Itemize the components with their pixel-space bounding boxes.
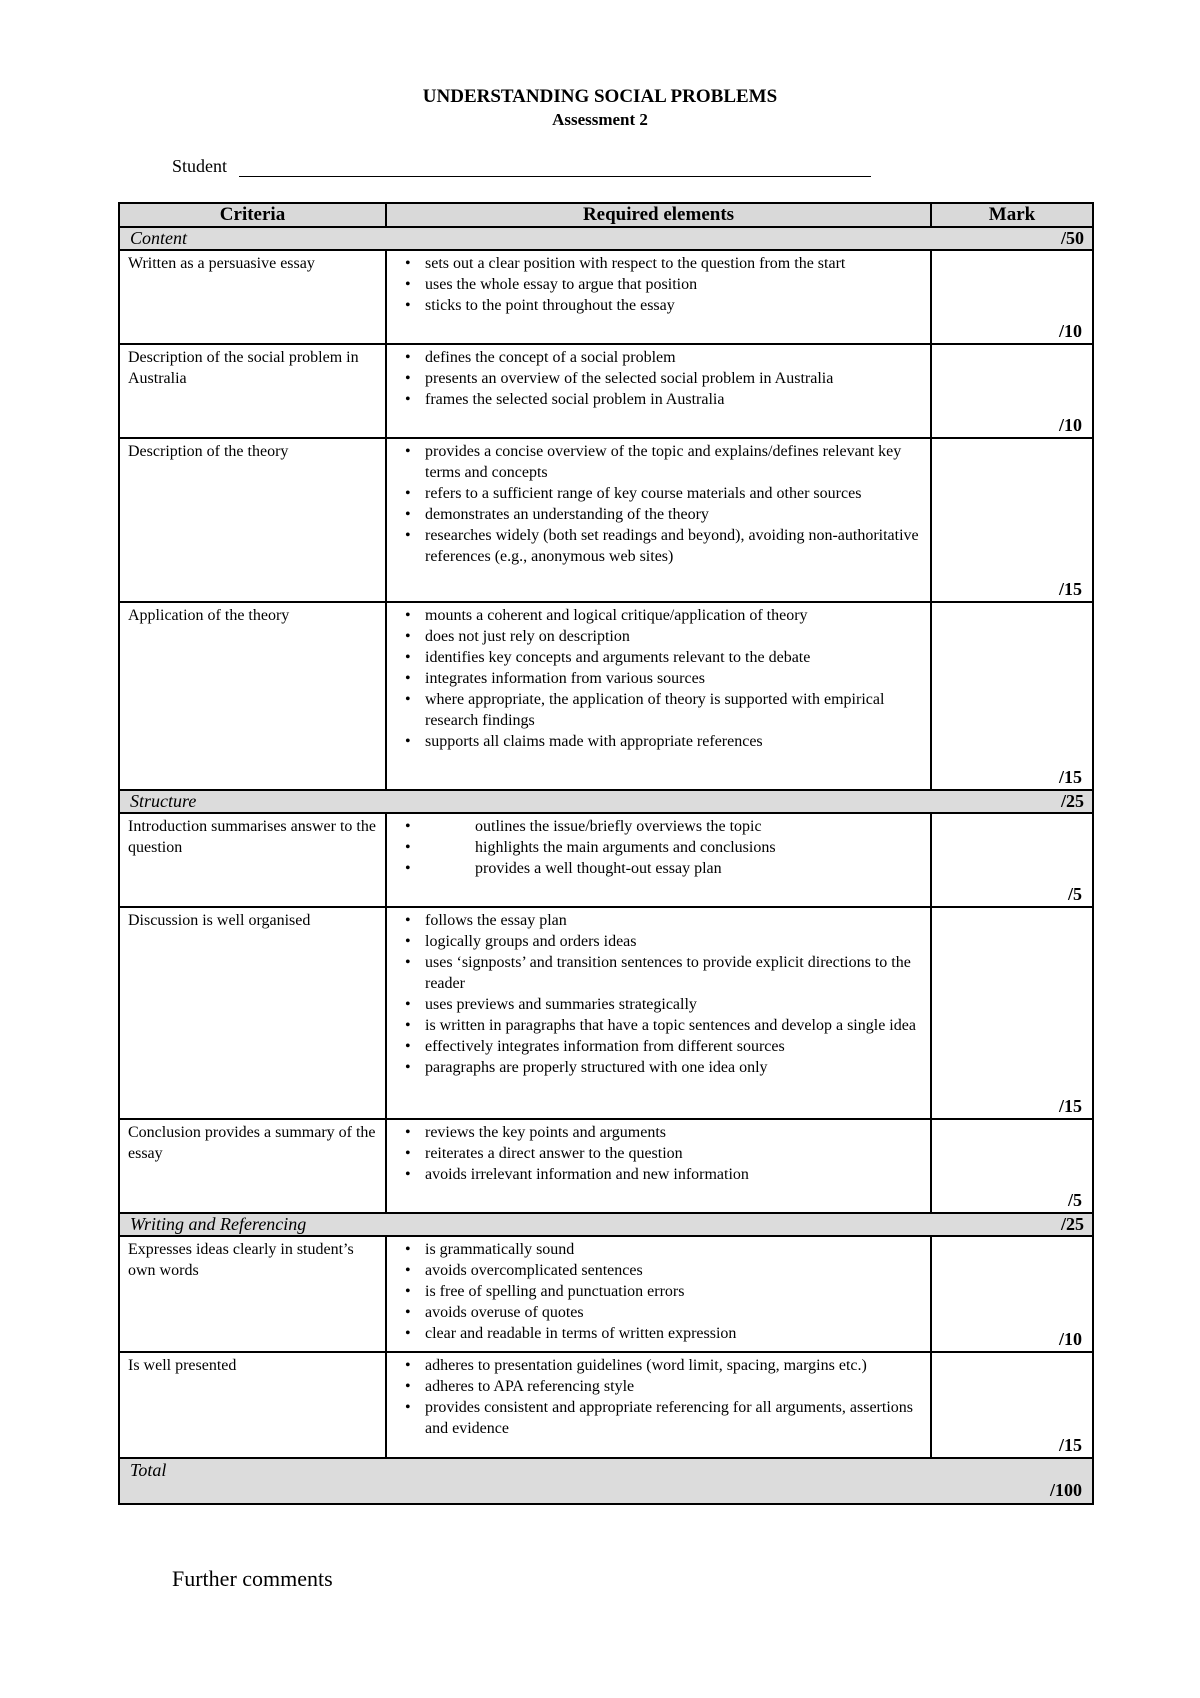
rubric-body <box>119 227 1093 1458</box>
mark-value: /15 <box>1058 579 1082 599</box>
criteria-cell: Is well presented <box>119 1352 386 1458</box>
list-item: • adheres to APA referencing style <box>395 1376 924 1397</box>
criteria-cell: Introduction summarises answer to the question <box>119 813 386 907</box>
required-elements-cell <box>386 1352 931 1458</box>
list-item: • demonstrates an understanding of the theory <box>395 504 924 525</box>
list-item: • refers to a sufficient range of key course materials and other sources <box>395 483 924 504</box>
mark-value: /10 <box>1058 1329 1082 1349</box>
list-item: • effectively integrates information from different sources <box>395 1036 924 1057</box>
list-item: • paragraphs are properly structured with one idea only <box>395 1057 924 1078</box>
section-header <box>119 227 1093 250</box>
required-elements-list <box>395 816 924 879</box>
total-label: Total <box>130 1460 167 1480</box>
list-item: • logically groups and orders ideas <box>395 931 924 952</box>
student-label: Student <box>172 156 228 176</box>
list-item: • integrates information from various sources <box>395 668 924 689</box>
section-name: Structure <box>130 791 197 811</box>
required-elements-cell <box>386 813 931 907</box>
list-item: • reviews the key points and arguments <box>395 1122 924 1143</box>
table-row <box>119 1352 1093 1458</box>
total-row <box>119 1458 1093 1504</box>
criteria-cell: Description of the theory <box>119 438 386 602</box>
required-elements-cell <box>386 1236 931 1352</box>
required-elements-list <box>395 441 924 567</box>
section-name: Content <box>130 228 187 248</box>
table-row <box>119 602 1093 790</box>
criteria-cell: Expresses ideas clearly in student’s own words <box>119 1236 386 1352</box>
mark-cell[interactable] <box>931 250 1093 344</box>
list-item: • highlights the main arguments and conclusions <box>395 837 924 858</box>
mark-cell[interactable] <box>931 438 1093 602</box>
required-elements-list <box>395 253 924 316</box>
mark-value: /5 <box>1067 1190 1082 1210</box>
list-item: • outlines the issue/briefly overviews the topic <box>395 816 924 837</box>
list-item: • adheres to presentation guidelines (word limit, spacing, margins etc.) <box>395 1355 924 1376</box>
table-row <box>119 1236 1093 1352</box>
section-mark: /25 <box>1060 1214 1084 1234</box>
mark-value: /10 <box>1058 415 1082 435</box>
criteria-cell: Conclusion provides a summary of the essay <box>119 1119 386 1213</box>
assessment-rubric-table <box>118 202 1094 1505</box>
section-row <box>119 227 1093 250</box>
mark-value: /15 <box>1058 1096 1082 1116</box>
required-elements-list <box>395 347 924 410</box>
mark-cell[interactable] <box>931 813 1093 907</box>
header-criteria: Criteria <box>119 203 386 227</box>
criteria-cell: Discussion is well organised <box>119 907 386 1119</box>
mark-value: /15 <box>1058 1435 1082 1455</box>
mark-cell[interactable] <box>931 1119 1093 1213</box>
list-item: • frames the selected social problem in Australia <box>395 389 924 410</box>
list-item: • uses previews and summaries strategically <box>395 994 924 1015</box>
list-item: • mounts a coherent and logical critique/application of theory <box>395 605 924 626</box>
criteria-cell: Written as a persuasive essay <box>119 250 386 344</box>
table-header-row <box>119 203 1093 227</box>
list-item: • is written in paragraphs that have a topic sentences and develop a single idea <box>395 1015 924 1036</box>
list-item: • uses ‘signposts’ and transition sentences to provide explicit directions to the reader <box>395 952 924 994</box>
section-mark: /50 <box>1060 228 1084 248</box>
required-elements-cell <box>386 438 931 602</box>
list-item: • does not just rely on description <box>395 626 924 647</box>
mark-cell[interactable] <box>931 907 1093 1119</box>
header-required-elements: Required elements <box>386 203 931 227</box>
student-name-field[interactable] <box>239 176 871 177</box>
list-item: • clear and readable in terms of written expression <box>395 1323 924 1344</box>
table-row <box>119 813 1093 907</box>
list-item: • follows the essay plan <box>395 910 924 931</box>
header-mark: Mark <box>931 203 1093 227</box>
document-subtitle: Assessment 2 <box>552 110 648 129</box>
mark-value: /5 <box>1067 884 1082 904</box>
section-name: Writing and Referencing <box>130 1214 307 1234</box>
section-header <box>119 1213 1093 1236</box>
list-item: • supports all claims made with appropriate references <box>395 731 924 752</box>
mark-cell[interactable] <box>931 602 1093 790</box>
list-item: • is grammatically sound <box>395 1239 924 1260</box>
list-item: • defines the concept of a social problem <box>395 347 924 368</box>
required-elements-cell <box>386 907 931 1119</box>
document-title: UNDERSTANDING SOCIAL PROBLEMS <box>422 86 778 107</box>
further-comments-label: Further comments <box>172 1566 333 1591</box>
list-item: • sticks to the point throughout the essay <box>395 295 924 316</box>
required-elements-cell <box>386 344 931 438</box>
mark-cell[interactable] <box>931 1352 1093 1458</box>
section-mark: /25 <box>1060 791 1084 811</box>
mark-value: /15 <box>1058 767 1082 787</box>
mark-cell[interactable] <box>931 1236 1093 1352</box>
table-row <box>119 1119 1093 1213</box>
list-item: • uses the whole essay to argue that position <box>395 274 924 295</box>
table-row <box>119 438 1093 602</box>
mark-cell[interactable] <box>931 344 1093 438</box>
table-row <box>119 344 1093 438</box>
section-header <box>119 790 1093 813</box>
table-row <box>119 907 1093 1119</box>
list-item: • avoids irrelevant information and new information <box>395 1164 924 1185</box>
required-elements-list <box>395 1122 924 1185</box>
list-item: • avoids overuse of quotes <box>395 1302 924 1323</box>
list-item: • presents an overview of the selected social problem in Australia <box>395 368 924 389</box>
list-item: • provides a concise overview of the topic and explains/defines relevant key terms and concepts <box>395 441 924 483</box>
list-item: • researches widely (both set readings and beyond), avoiding non-authoritative references (e.g., anonymous web sites) <box>395 525 924 567</box>
required-elements-list <box>395 605 924 752</box>
section-row <box>119 1213 1093 1236</box>
required-elements-list <box>395 1239 924 1344</box>
required-elements-cell <box>386 1119 931 1213</box>
criteria-cell: Description of the social problem in Australia <box>119 344 386 438</box>
criteria-cell: Application of the theory <box>119 602 386 790</box>
required-elements-list <box>395 910 924 1078</box>
mark-value: /10 <box>1058 321 1082 341</box>
list-item: • identifies key concepts and arguments relevant to the debate <box>395 647 924 668</box>
required-elements-cell <box>386 602 931 790</box>
list-item: • is free of spelling and punctuation errors <box>395 1281 924 1302</box>
section-row <box>119 790 1093 813</box>
total-mark: /100 <box>1049 1480 1082 1500</box>
list-item: • where appropriate, the application of theory is supported with empirical research findings <box>395 689 924 731</box>
list-item: • reiterates a direct answer to the question <box>395 1143 924 1164</box>
list-item: • sets out a clear position with respect to the question from the start <box>395 253 924 274</box>
required-elements-cell <box>386 250 931 344</box>
table-row <box>119 250 1093 344</box>
list-item: • provides consistent and appropriate referencing for all arguments, assertions and evidence <box>395 1397 924 1439</box>
list-item: • avoids overcomplicated sentences <box>395 1260 924 1281</box>
required-elements-list <box>395 1355 924 1439</box>
list-item: • provides a well thought-out essay plan <box>395 858 924 879</box>
